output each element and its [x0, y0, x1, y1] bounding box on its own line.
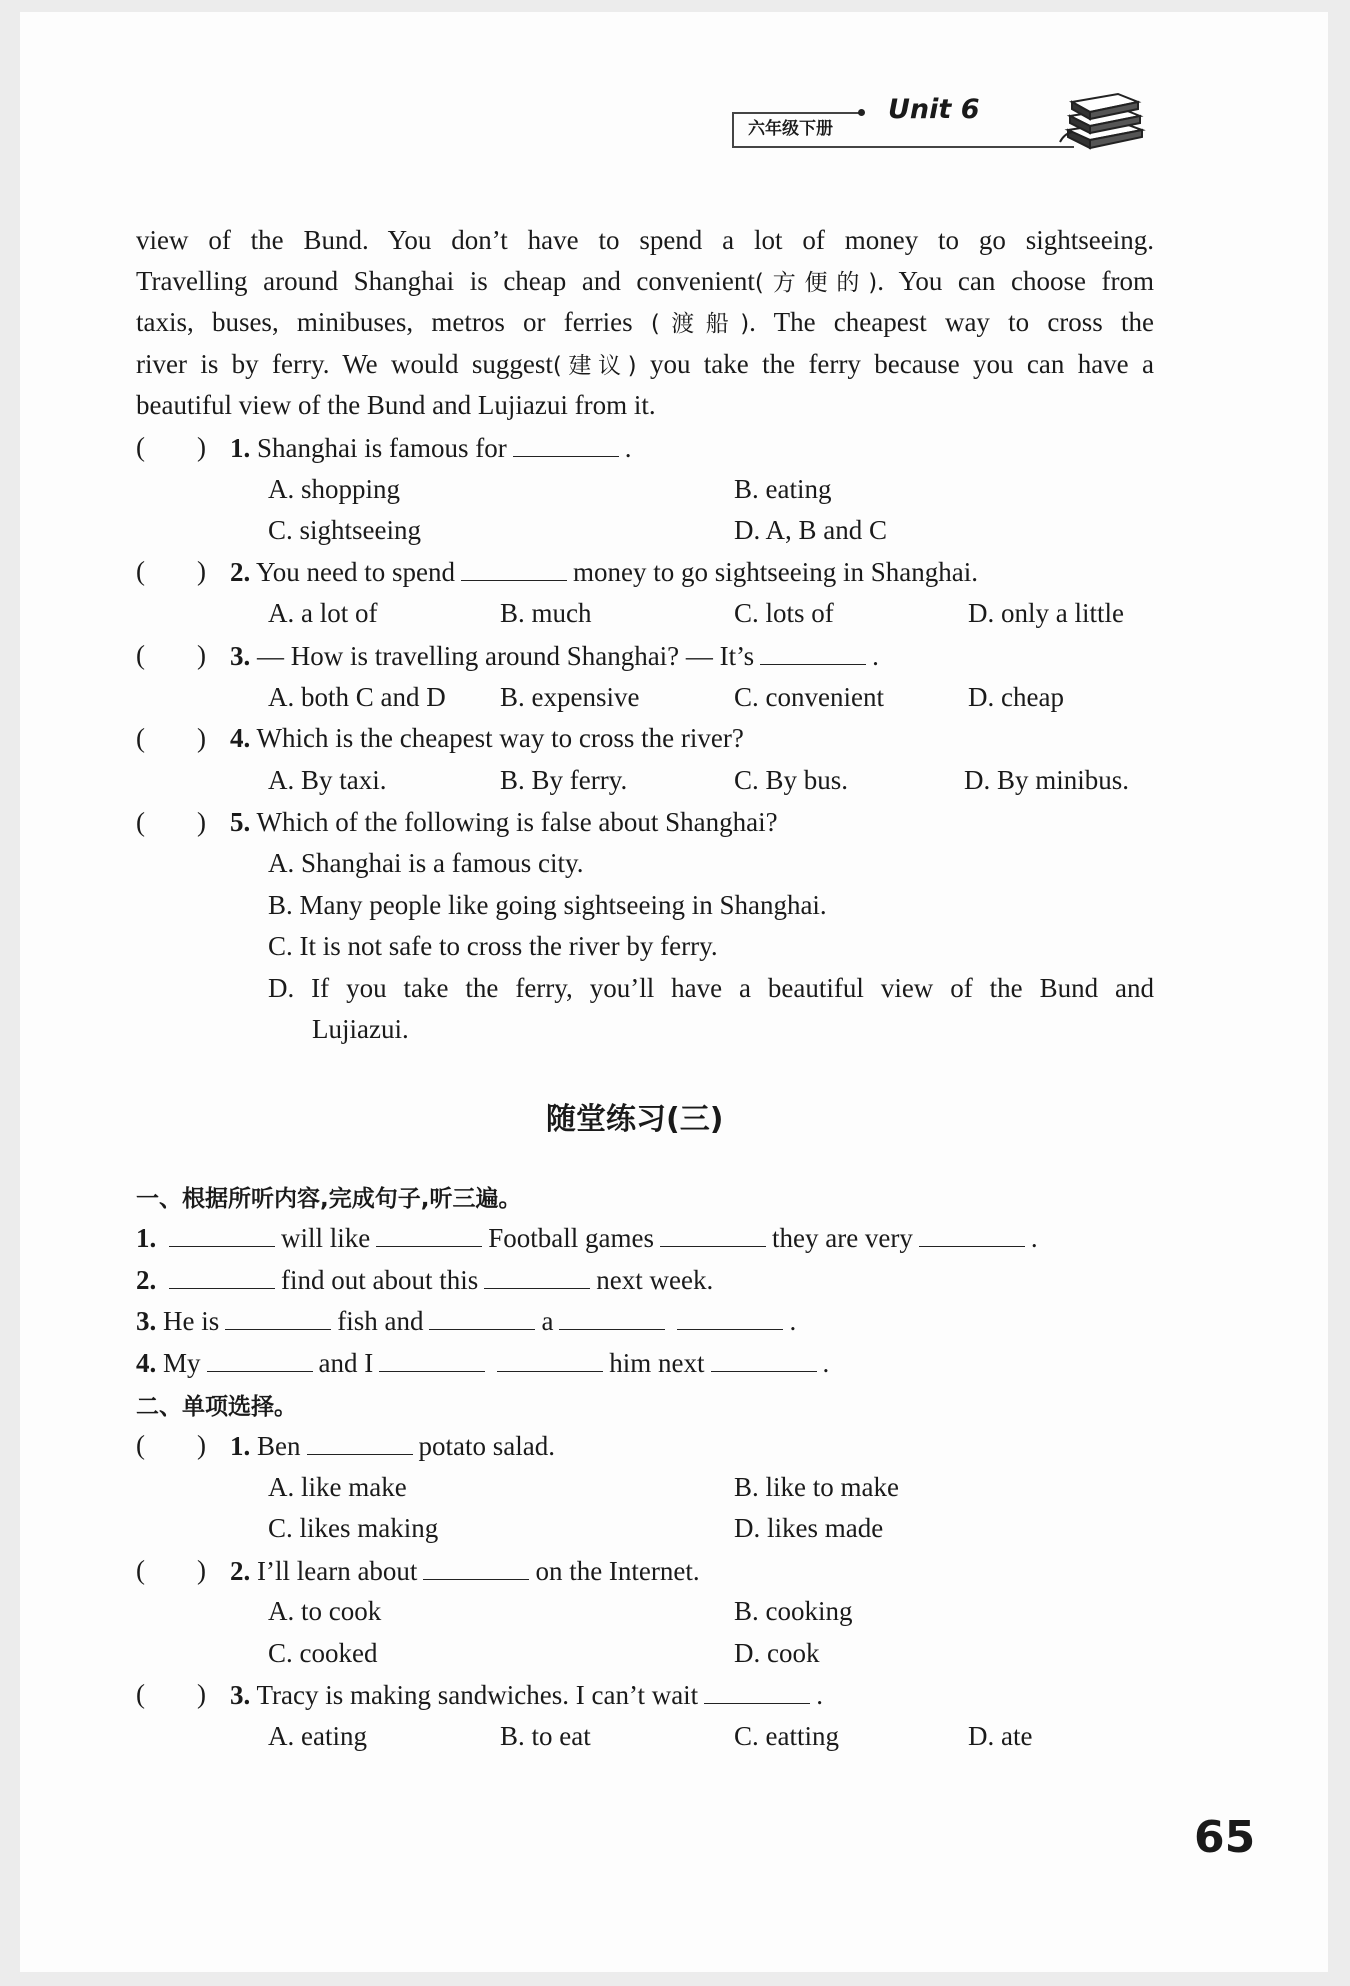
passage-line-3: taxis, buses, minibuses, metros or ferries (渡船). The cheapest way to cross the: [136, 307, 1154, 337]
answer-paren[interactable]: ( ): [136, 807, 206, 837]
answer-paren[interactable]: ( ): [136, 723, 206, 753]
question-stem: 3. — How is travelling around Shanghai? — It’s .: [230, 638, 879, 673]
books-icon: [1058, 82, 1148, 157]
answer-blank[interactable]: [423, 1553, 529, 1580]
unit-label: Unit 6: [888, 94, 980, 125]
option[interactable]: D. ate: [968, 1721, 1033, 1751]
answer-blank[interactable]: [169, 1220, 275, 1247]
answer-blank[interactable]: [429, 1303, 535, 1330]
answer-blank[interactable]: [660, 1220, 766, 1247]
answer-blank[interactable]: [461, 554, 567, 581]
answer-blank[interactable]: [513, 430, 619, 457]
question-stem: 2. You need to spend money to go sightseeing in Shanghai.: [230, 554, 978, 589]
option[interactable]: D. If you take the ferry, you’ll have a beautiful view of the Bund and: [268, 973, 1154, 1003]
fill-line-4: 4. My and I him next .: [136, 1345, 829, 1380]
option[interactable]: C. cooked: [268, 1638, 378, 1668]
option[interactable]: A. to cook: [268, 1596, 382, 1626]
header-underline: [732, 146, 1074, 148]
option[interactable]: C. By bus.: [734, 765, 849, 795]
answer-blank[interactable]: [307, 1428, 413, 1455]
option[interactable]: C. likes making: [268, 1513, 439, 1543]
option[interactable]: A. eating: [268, 1721, 367, 1751]
answer-blank[interactable]: [760, 638, 866, 665]
answer-blank[interactable]: [677, 1303, 783, 1330]
passage-line-5: beautiful view of the Bund and Lujiazui from it.: [136, 390, 656, 420]
option[interactable]: B. eating: [734, 474, 832, 504]
question-stem: 3. Tracy is making sandwiches. I can’t wait .: [230, 1677, 823, 1712]
option[interactable]: D. A, B and C: [734, 515, 888, 545]
option[interactable]: A. shopping: [268, 474, 401, 504]
option[interactable]: C. It is not safe to cross the river by ferry.: [268, 931, 718, 961]
passage-line-4: river is by ferry. We would suggest(建议) you take the ferry because you can have a: [136, 349, 1155, 379]
answer-blank[interactable]: [711, 1345, 817, 1372]
option[interactable]: C. lots of: [734, 598, 834, 628]
option[interactable]: B. much: [500, 598, 592, 628]
answer-paren[interactable]: ( ): [136, 1430, 206, 1460]
answer-paren[interactable]: ( ): [136, 1679, 206, 1709]
answer-blank[interactable]: [225, 1303, 331, 1330]
option[interactable]: D. By minibus.: [964, 765, 1130, 795]
fill-line-2: 2. find out about this next week.: [136, 1262, 713, 1297]
option[interactable]: B. like to make: [734, 1472, 899, 1502]
answer-paren[interactable]: ( ): [136, 556, 206, 586]
fill-line-3: 3. He is fish and a .: [136, 1303, 796, 1338]
passage-line-1: view of the Bund. You don’t have to spend a lot of money to go sightseeing.: [136, 225, 1154, 255]
section-title: 随堂练习(三): [546, 1102, 724, 1137]
question-stem: 4. Which is the cheapest way to cross the river?: [230, 723, 744, 753]
option[interactable]: C. eatting: [734, 1721, 839, 1751]
answer-paren[interactable]: ( ): [136, 640, 206, 670]
answer-blank[interactable]: [376, 1220, 482, 1247]
option-continuation: Lujiazui.: [312, 1014, 409, 1044]
question-stem: 1. Ben potato salad.: [230, 1428, 555, 1463]
answer-blank[interactable]: [919, 1220, 1025, 1247]
option[interactable]: D. only a little: [968, 598, 1124, 628]
option[interactable]: A. both C and D: [268, 682, 446, 712]
option[interactable]: B. to eat: [500, 1721, 591, 1751]
option[interactable]: D. cheap: [968, 682, 1064, 712]
answer-blank[interactable]: [484, 1262, 590, 1289]
answer-paren[interactable]: ( ): [136, 432, 206, 462]
answer-blank[interactable]: [379, 1345, 485, 1372]
question-stem: 5. Which of the following is false about Shanghai?: [230, 807, 778, 837]
option[interactable]: A. Shanghai is a famous city.: [268, 848, 584, 878]
question-stem: 1. Shanghai is famous for .: [230, 430, 631, 465]
option[interactable]: B. By ferry.: [500, 765, 628, 795]
option[interactable]: D. cook: [734, 1638, 820, 1668]
option[interactable]: B. expensive: [500, 682, 640, 712]
option[interactable]: C. sightseeing: [268, 515, 421, 545]
option[interactable]: C. convenient: [734, 682, 884, 712]
question-stem: 2. I’ll learn about on the Internet.: [230, 1553, 700, 1588]
part1-title: 一、根据所听内容,完成句子,听三遍。: [136, 1186, 522, 1212]
answer-blank[interactable]: [207, 1345, 313, 1372]
answer-blank[interactable]: [704, 1677, 810, 1704]
fill-line-1: 1. will like Football games they are very .: [136, 1220, 1038, 1255]
option[interactable]: D. likes made: [734, 1513, 884, 1543]
option[interactable]: B. cooking: [734, 1596, 853, 1626]
answer-blank[interactable]: [497, 1345, 603, 1372]
passage-line-2: Travelling around Shanghai is cheap and convenient(方便的). You can choose from: [136, 266, 1154, 296]
part2-title: 二、单项选择。: [136, 1394, 297, 1420]
option[interactable]: A. a lot of: [268, 598, 378, 628]
grade-label: 六年级下册: [732, 112, 860, 148]
option[interactable]: A. like make: [268, 1472, 407, 1502]
page-number: 65: [1194, 1812, 1256, 1863]
option[interactable]: B. Many people like going sightseeing in Shanghai.: [268, 890, 827, 920]
option[interactable]: A. By taxi.: [268, 765, 387, 795]
answer-blank[interactable]: [169, 1262, 275, 1289]
answer-blank[interactable]: [559, 1303, 665, 1330]
answer-paren[interactable]: ( ): [136, 1555, 206, 1585]
